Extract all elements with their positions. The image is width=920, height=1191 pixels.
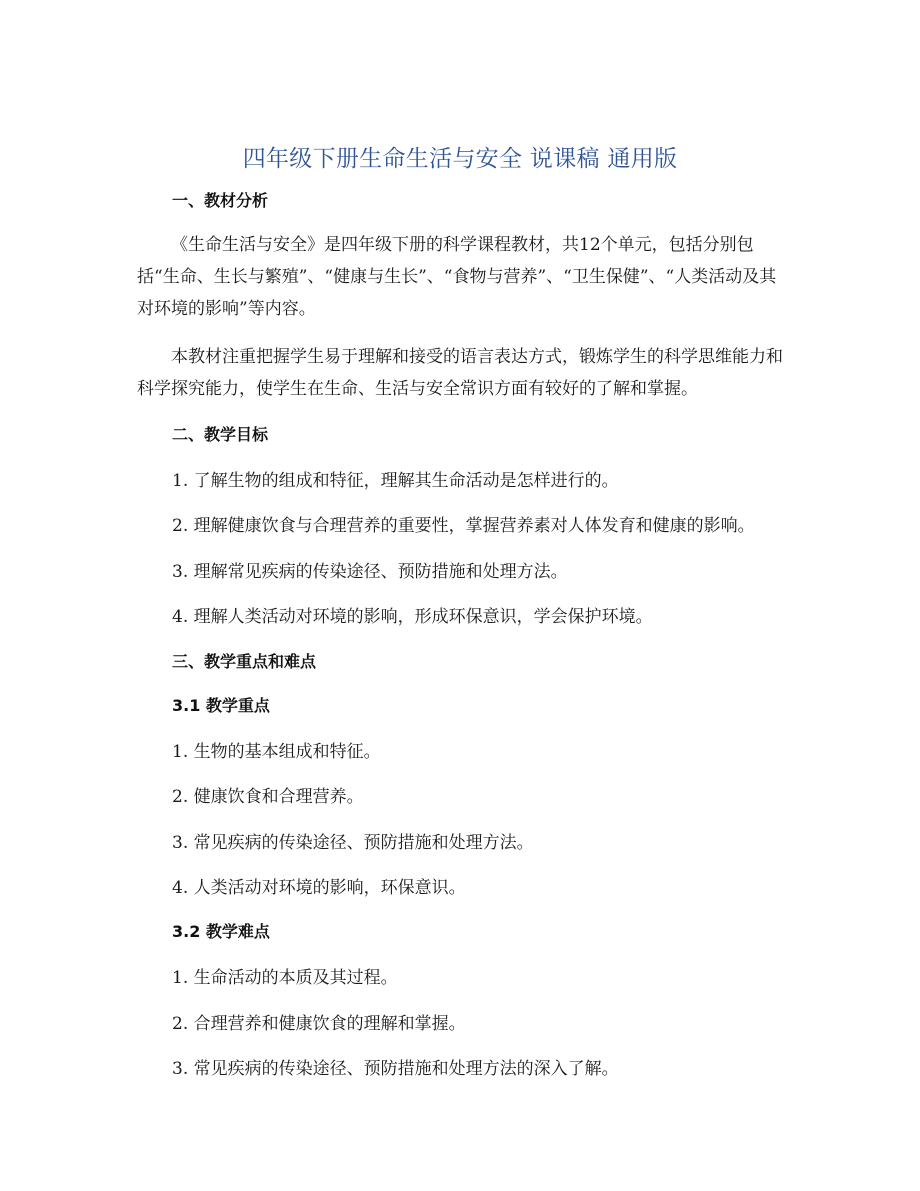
subsection-heading-key-points: 3.1 教学重点 xyxy=(172,696,270,715)
section-heading-objectives: 二、教学目标 xyxy=(172,425,269,444)
section-heading-materials: 一、教材分析 xyxy=(172,191,269,210)
objective-item: 1. 了解生物的组成和特征，理解其生命活动是怎样进行的。 xyxy=(172,471,619,491)
key-point-item: 2. 健康饮食和合理营养。 xyxy=(172,787,364,807)
key-point-item: 1. 生物的基本组成和特征。 xyxy=(172,742,381,762)
difficulty-item: 1. 生命活动的本质及其过程。 xyxy=(172,968,398,988)
section-heading-key-points: 三、教学重点和难点 xyxy=(172,652,317,671)
key-point-item: 3. 常见疾病的传染途径、预防措施和处理方法。 xyxy=(172,833,534,853)
objective-item: 4. 理解人类活动对环境的影响，形成环保意识，学会保护环境。 xyxy=(172,607,653,627)
difficulty-item: 3. 常见疾病的传染途径、预防措施和处理方法的深入了解。 xyxy=(172,1059,619,1079)
materials-paragraph-2: 本教材注重把握学生易于理解和接受的语言表达方式，锻炼学生的科学思维能力和科学探究能力，使学生在生命、生活与安全常识方面有较好的了解和掌握。 xyxy=(137,347,783,399)
difficulty-item: 2. 合理营养和健康饮食的理解和掌握。 xyxy=(172,1014,466,1034)
key-point-item: 4. 人类活动对环境的影响，环保意识。 xyxy=(172,878,466,898)
objective-item: 2. 理解健康饮食与合理营养的重要性，掌握营养素对人体发育和健康的影响。 xyxy=(172,516,755,536)
subsection-heading-difficulties: 3.2 教学难点 xyxy=(172,922,270,941)
materials-paragraph-1: 《生命生活与安全》是四年级下册的科学课程教材，共12个单元，包括分别包括“生命、生长与繁殖”、“健康与生长”、“食物与营养”、“卫生保健”、“人类活动及其对环境的影响”等内容。 xyxy=(137,235,777,319)
objective-item: 3. 理解常见疾病的传染途径、预防措施和处理方法。 xyxy=(172,562,568,582)
document-title: 四年级下册生命生活与安全 说课稿 通用版 xyxy=(242,146,678,172)
